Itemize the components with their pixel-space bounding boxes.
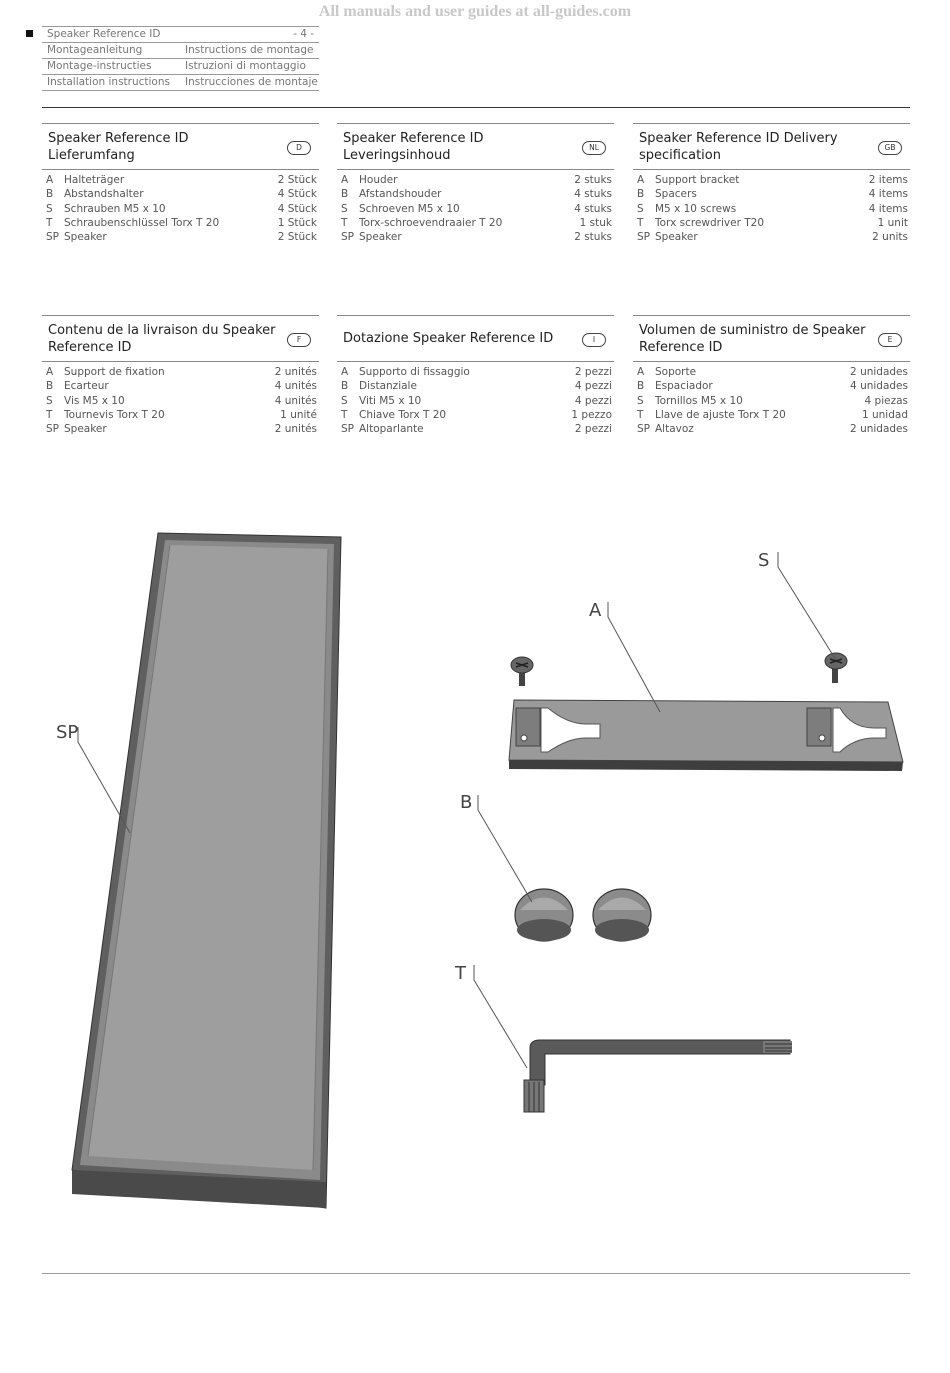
header-cell: Instrucciones de montaje xyxy=(185,76,318,88)
list-item: SP Altoparlante 2 pezzi xyxy=(341,423,612,436)
screw-illustration xyxy=(511,653,847,686)
list-item: B Afstandshouder 4 stuks xyxy=(341,188,612,201)
header-cell: Istruzioni di montaggio xyxy=(185,60,306,72)
language-badge: NL xyxy=(582,141,606,155)
list-item: SP Speaker 2 stuks xyxy=(341,231,612,244)
header-cell: Montageanleitung xyxy=(47,44,143,56)
label-b: B xyxy=(460,792,473,813)
list-item: T Schraubenschlüssel Torx T 20 1 Stück xyxy=(46,216,317,229)
list-item: S Schrauben M5 x 10 4 Stück xyxy=(46,202,317,215)
header-title: Speaker Reference ID xyxy=(47,28,161,40)
language-badge: F xyxy=(287,333,311,347)
list-item: B Espaciador 4 unidades xyxy=(637,380,908,393)
list-item: A Halteträger 2 Stück xyxy=(46,174,317,186)
page-number: - 4 - xyxy=(293,28,314,40)
list-item: SP Speaker 2 unités xyxy=(46,423,317,436)
list-item: A Support bracket 2 items xyxy=(637,174,908,186)
panel-title-text: Speaker Reference ID Lieferumfang xyxy=(48,130,189,163)
bracket-illustration xyxy=(509,700,903,771)
language-badge: GB xyxy=(878,141,902,155)
language-badge: E xyxy=(878,333,902,347)
panel-title-text: Volumen de suministro de Speaker Reference ID xyxy=(639,322,866,355)
bottom-divider xyxy=(42,1273,910,1274)
label-a: A xyxy=(589,600,602,621)
list-item: T Torx-schroevendraaier T 20 1 stuk xyxy=(341,216,612,229)
label-t: T xyxy=(455,963,466,984)
panel-title-text: Dotazione Speaker Reference ID xyxy=(343,331,554,346)
speaker-illustration xyxy=(72,533,341,1208)
language-badge: D xyxy=(287,141,311,155)
list-item: S M5 x 10 screws 4 items xyxy=(637,202,908,215)
list-item: A Supporto di fissaggio 2 pezzi xyxy=(341,366,612,378)
watermark: All manuals and user guides at all-guides.com xyxy=(318,3,632,20)
header-cell: Instructions de montage xyxy=(185,44,314,56)
list-item: B Distanziale 4 pezzi xyxy=(341,380,612,393)
list-item: A Houder 2 stuks xyxy=(341,174,612,186)
header-cell: Installation instructions xyxy=(47,76,170,88)
list-item: A Support de fixation 2 unités xyxy=(46,366,317,378)
list-item: S Schroeven M5 x 10 4 stuks xyxy=(341,202,612,215)
list-item: A Soporte 2 unidades xyxy=(637,366,908,378)
list-item: SP Speaker 2 Stück xyxy=(46,231,317,244)
spacer-illustration xyxy=(515,889,651,941)
label-s: S xyxy=(758,550,770,571)
list-item: S Viti M5 x 10 4 pezzi xyxy=(341,394,612,407)
list-item: T Llave de ajuste Torx T 20 1 unidad xyxy=(637,408,908,421)
list-item: T Chiave Torx T 20 1 pezzo xyxy=(341,408,612,421)
list-item: S Vis M5 x 10 4 unités xyxy=(46,394,317,407)
panel-title-text: Contenu de la livraison du Speaker Reference ID xyxy=(48,322,276,355)
list-item: SP Altavoz 2 unidades xyxy=(637,423,908,436)
panel-title-text: Speaker Reference ID Delivery specification xyxy=(639,130,838,163)
list-item: B Ecarteur 4 unités xyxy=(46,380,317,393)
panel-title-text: Speaker Reference ID Leveringsinhoud xyxy=(343,130,484,163)
label-sp: SP xyxy=(56,722,79,743)
list-item: T Torx screwdriver T20 1 unit xyxy=(637,216,908,229)
list-item: S Tornillos M5 x 10 4 piezas xyxy=(637,394,908,407)
torx-key-illustration xyxy=(524,1040,792,1112)
list-item: SP Speaker 2 units xyxy=(637,231,908,244)
list-item: B Spacers 4 items xyxy=(637,188,908,201)
list-item: B Abstandshalter 4 Stück xyxy=(46,188,317,201)
header-cell: Montage-instructies xyxy=(47,60,152,72)
list-item: T Tournevis Torx T 20 1 unité xyxy=(46,408,317,421)
language-badge: I xyxy=(582,333,606,347)
